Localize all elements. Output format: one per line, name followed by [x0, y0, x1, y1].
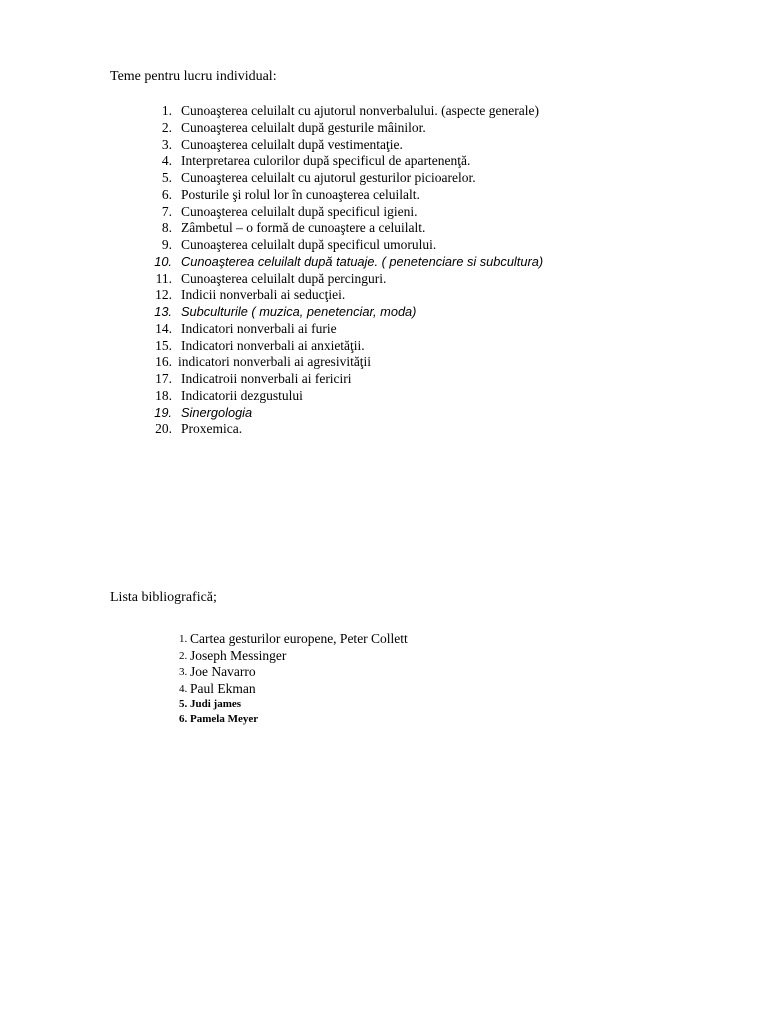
bibliography-item-3: [0, 664, 768, 681]
bib-number: 2.: [179, 649, 188, 662]
topic-item-7: [0, 204, 768, 221]
bib-number: 3.: [179, 666, 188, 678]
topic-number: 18.: [155, 387, 172, 403]
topic-text: Cunoaşterea celuilalt după tatuaje. ( penetenciare si subcultura): [181, 253, 544, 269]
bib-number: 4.: [179, 682, 188, 695]
topic-text: Cunoaşterea celuilalt după specificul igieni.: [181, 203, 418, 219]
topic-text: Zâmbetul – o formă de cunoaştere a celuilalt.: [181, 220, 426, 236]
topic-number: 12.: [155, 287, 172, 303]
topic-item-15: [0, 338, 768, 355]
topic-item-6: [0, 187, 768, 204]
topic-number: 20.: [155, 421, 172, 437]
topic-text: Interpretarea culorilor după specificul de apartenenţă.: [181, 153, 471, 169]
topic-number: 15.: [155, 337, 172, 353]
bibliography-item-5: [0, 697, 768, 712]
bibliography-heading: Lista bibliografică;: [110, 590, 217, 605]
topic-text: Subculturile ( muzica, penetenciar, moda): [181, 304, 417, 319]
bibliography-item-6: [0, 712, 768, 727]
topic-text: Cunoaşterea celuilalt după specificul umorului.: [181, 237, 437, 252]
topic-text: Indicii nonverbali ai seducţiei.: [181, 287, 346, 303]
topic-number: 16.: [155, 354, 172, 370]
bib-text: Paul Ekman: [190, 680, 256, 696]
topic-item-4: [0, 153, 768, 170]
topic-text: Proxemica.: [181, 421, 243, 437]
bibliography-list: [0, 631, 768, 727]
topic-item-2: [0, 120, 768, 137]
topic-item-12: [0, 287, 768, 304]
topic-number: 1.: [161, 103, 172, 118]
bib-number: 6.: [179, 713, 188, 725]
topic-item-13: [0, 304, 768, 321]
topic-item-18: [0, 388, 768, 405]
topic-text: Indicatorii dezgustului: [181, 387, 303, 403]
topic-number: 9.: [161, 237, 172, 252]
topic-number: 4.: [161, 153, 172, 169]
topics-list: [0, 103, 768, 438]
topic-item-9: [0, 237, 768, 254]
topic-item-14: [0, 321, 768, 338]
topic-number: 7.: [161, 203, 172, 219]
topic-text: Sinergologia: [181, 404, 253, 420]
topic-number: 19.: [154, 404, 172, 420]
topic-item-16: [0, 354, 768, 371]
topic-number: 6.: [161, 186, 172, 202]
topic-number: 17.: [155, 371, 172, 386]
topic-text: Indicatori nonverbali ai furie: [181, 320, 337, 336]
topic-item-19: [0, 405, 768, 422]
topic-number: 10.: [154, 253, 172, 269]
topic-number: 13.: [154, 304, 172, 319]
topic-text: Cunoaşterea celuilalt cu ajutorul nonverbalului. (aspecte generale): [181, 103, 539, 118]
topic-item-11: [0, 271, 768, 288]
topic-number: 3.: [161, 136, 172, 152]
topic-text: Cunoaşterea celuilalt după vestimentaţie.: [181, 136, 403, 152]
topic-text: Posturile şi rolul lor în cunoaşterea celuilalt.: [181, 186, 420, 202]
topic-number: 8.: [161, 220, 172, 236]
topic-number: 2.: [161, 119, 172, 135]
bibliography-item-1: [0, 631, 768, 648]
bibliography-item-2: [0, 648, 768, 665]
bib-text: Joe Navarro: [190, 664, 256, 679]
topic-text: Cunoaşterea celuilalt cu ajutorul gesturilor picioarelor.: [181, 170, 476, 185]
topic-item-17: [0, 371, 768, 388]
topic-text: Cunoaşterea celuilalt după gesturile mâinilor.: [181, 119, 426, 135]
topic-number: 5.: [161, 170, 172, 185]
topic-item-3: [0, 137, 768, 154]
topic-item-20: [0, 421, 768, 438]
topic-text: Cunoaşterea celuilalt după percinguri.: [181, 270, 387, 286]
bibliography-item-4: [0, 681, 768, 698]
bib-text: Pamela Meyer: [190, 713, 259, 725]
topic-number: 11.: [155, 270, 172, 286]
bib-number: 5.: [179, 698, 188, 710]
topic-text: Indicatori nonverbali ai anxietăţii.: [181, 337, 365, 353]
topic-item-5: [0, 170, 768, 187]
topics-heading: Teme pentru lucru individual:: [110, 69, 277, 84]
topic-item-8: [0, 220, 768, 237]
bib-number: 1.: [179, 633, 188, 645]
topic-number: 14.: [155, 320, 172, 336]
topic-item-1: [0, 103, 768, 120]
bib-text: Judi james: [190, 698, 242, 710]
topic-text: Indicatroii nonverbali ai fericiri: [181, 371, 352, 386]
bib-text: Joseph Messinger: [190, 647, 287, 663]
topic-item-10: [0, 254, 768, 271]
bib-text: Cartea gesturilor europene, Peter Collett: [190, 631, 408, 646]
topic-text: indicatori nonverbali ai agresivităţii: [178, 354, 372, 370]
